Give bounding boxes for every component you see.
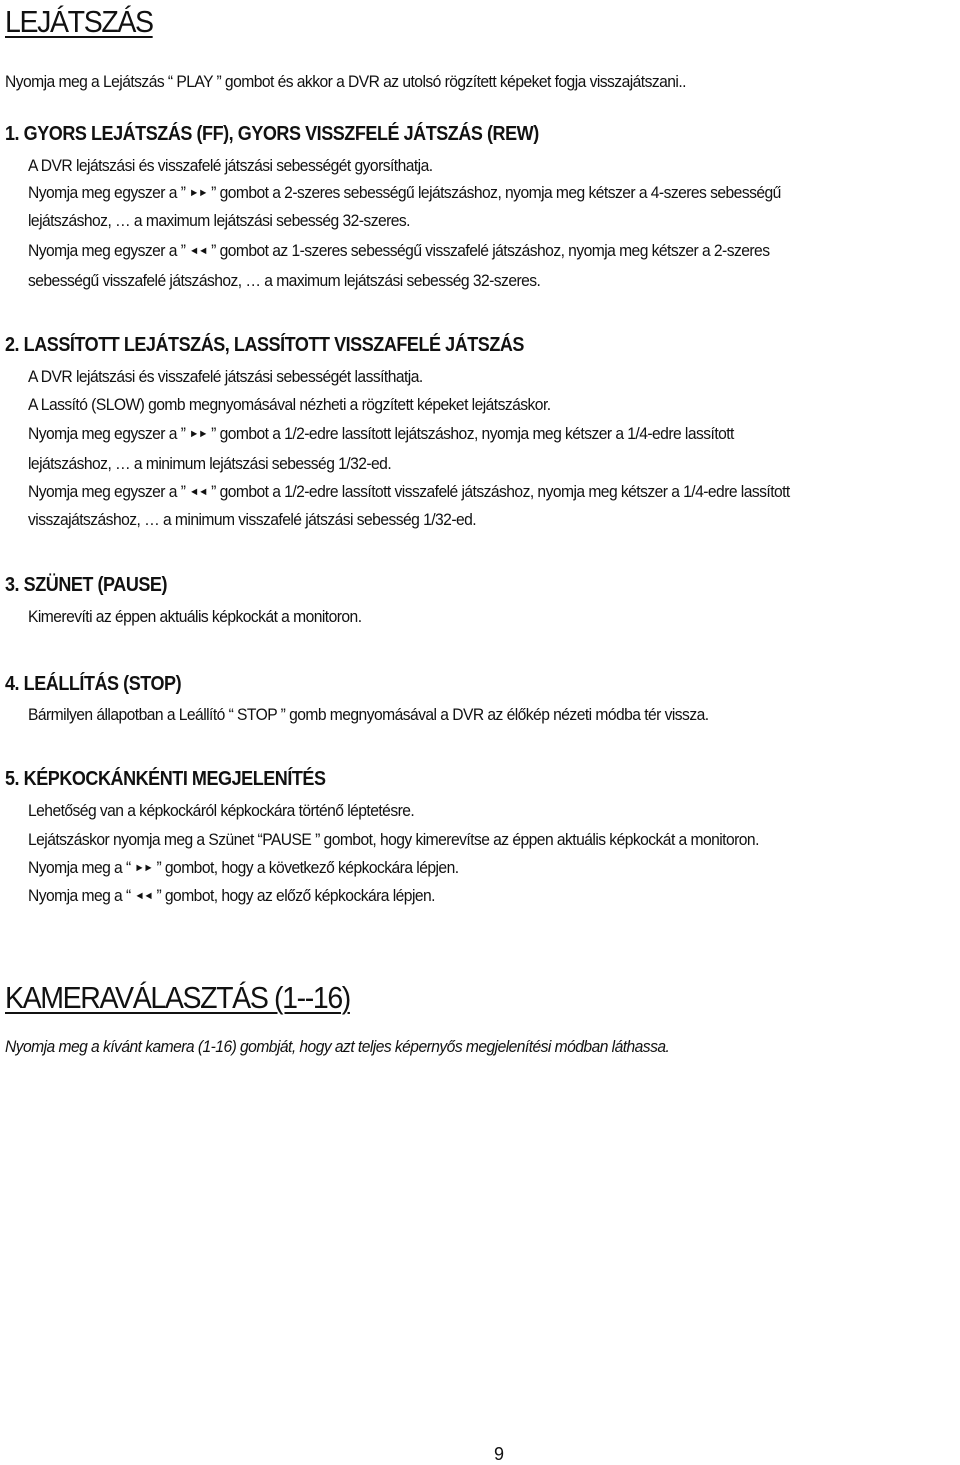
section-2-line-3 bbox=[28, 423, 734, 445]
page-number: 9 bbox=[494, 1444, 505, 1464]
fast-forward-icon: ►► bbox=[189, 428, 208, 440]
intro-text: Nyomja meg a Lejátszás “ PLAY ” gombot és akkor a DVR az utolsó rögzített képeket fogja visszajátszani.. bbox=[5, 72, 686, 91]
section-3-line-1: Kimerevíti az éppen aktuális képkockát a monitoron. bbox=[28, 607, 362, 626]
line-text-after: ” gombot a 2-szeres sebességű lejátszáshoz, nyomja meg kétszer a 4-szeres sebességű bbox=[211, 183, 781, 202]
section-5-line-4 bbox=[28, 885, 435, 907]
line-text-before: Nyomja meg egyszer a ” bbox=[28, 482, 186, 501]
rewind-icon: ◄◄ bbox=[134, 890, 153, 902]
section-1-line-1: A DVR lejátszási és visszafelé játszási sebességét gyorsíthatja. bbox=[28, 156, 433, 175]
line-text-before: Nyomja meg a “ bbox=[28, 886, 131, 905]
rewind-icon: ◄◄ bbox=[189, 486, 208, 498]
section-1-heading: 1. GYORS LEJÁTSZÁS (FF), GYORS VISSZFELÉ JÁTSZÁS (REW) bbox=[5, 123, 539, 145]
section-3-heading: 3. SZÜNET (PAUSE) bbox=[5, 574, 168, 596]
line-text-before: Nyomja meg egyszer a ” bbox=[28, 183, 186, 202]
line-text-before: Nyomja meg egyszer a ” bbox=[28, 241, 186, 260]
section-2-line-6: visszajátszáshoz, … a minimum visszafelé játszási sebesség 1/32-ed. bbox=[28, 510, 477, 529]
page-title: LEJÁTSZÁS bbox=[5, 4, 153, 39]
section-2-line-4: lejátszáshoz, … a minimum lejátszási sebesség 1/32-ed. bbox=[28, 454, 392, 473]
section-2-line-1: A DVR lejátszási és visszafelé játszási sebességét lassíthatja. bbox=[28, 367, 423, 386]
section-5-line-1: Lehetőség van a képkockáról képkockára történő léptetésre. bbox=[28, 801, 415, 820]
line-text-before: Nyomja meg egyszer a ” bbox=[28, 424, 186, 443]
fast-forward-icon: ►► bbox=[134, 862, 153, 874]
line-text-after: ” gombot az 1-szeres sebességű visszafelé játszáshoz, nyomja meg kétszer a 2-szeres bbox=[211, 241, 770, 260]
section-1-line-4 bbox=[28, 240, 769, 262]
section-2-heading: 2. LASSÍTOTT LEJÁTSZÁS, LASSÍTOTT VISSZAFELÉ JÁTSZÁS bbox=[5, 334, 524, 356]
section-5-line-3 bbox=[28, 857, 459, 879]
section-2-line-5 bbox=[28, 481, 790, 503]
section-2-line-2: A Lassító (SLOW) gomb megnyomásával nézheti a rögzített képeket lejátszáskor. bbox=[28, 395, 551, 414]
camera-section-text: Nyomja meg a kívánt kamera (1-16) gombját, hogy azt teljes képernyős megjelenítési módban láthassa. bbox=[5, 1037, 670, 1056]
rewind-icon: ◄◄ bbox=[189, 245, 208, 257]
section-4-line-1: Bármilyen állapotban a Leállító “ STOP ” gomb megnyomásával a DVR az élőkép nézeti módba tér vissza. bbox=[28, 705, 709, 724]
line-text-after: ” gombot, hogy a következő képkockára lépjen. bbox=[156, 858, 459, 877]
section-5-heading: 5. KÉPKOCKÁNKÉNTI MEGJELENÍTÉS bbox=[5, 768, 326, 790]
line-text-after: ” gombot a 1/2-edre lassított visszafelé játszáshoz, nyomja meg kétszer a 1/4-edre lassított bbox=[211, 482, 790, 501]
line-text-before: Nyomja meg a “ bbox=[28, 858, 131, 877]
section-1-line-5: sebességű visszafelé játszáshoz, … a maximum lejátszási sebesség 32-szeres. bbox=[28, 271, 541, 290]
section-1-line-3: lejátszáshoz, … a maximum lejátszási sebesség 32-szeres. bbox=[28, 211, 410, 230]
camera-section-title: KAMERAVÁLASZTÁS (1--16) bbox=[5, 980, 350, 1015]
fast-forward-icon: ►► bbox=[189, 187, 208, 199]
section-1-line-2 bbox=[28, 182, 781, 204]
section-4-heading: 4. LEÁLLÍTÁS (STOP) bbox=[5, 673, 182, 695]
section-5-line-2: Lejátszáskor nyomja meg a Szünet “PAUSE ” gombot, hogy kimerevítse az éppen aktuális képkockát a monitoron. bbox=[28, 830, 759, 849]
line-text-after: ” gombot a 1/2-edre lassított lejátszáshoz, nyomja meg kétszer a 1/4-edre lassított bbox=[211, 424, 734, 443]
line-text-after: ” gombot, hogy az előző képkockára lépjen. bbox=[156, 886, 435, 905]
